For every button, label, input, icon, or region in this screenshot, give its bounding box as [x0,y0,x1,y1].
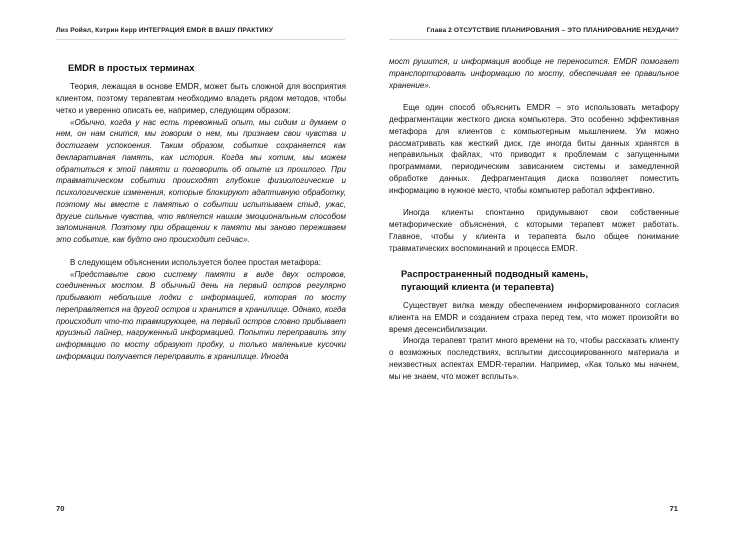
paragraph: Иногда клиенты спонтанно придумывают свои собственные метафорические объяснения, с которыми терапевт может работать. Главное, чтобы у клиента и терапевта было общее понимание травматических воспоминаний и процесса EMDR. [389,208,679,253]
running-head-left: Лиз Ройял, Кэтрин Керр ИНТЕГРАЦИЯ EMDR В ВАШУ ПРАКТИКУ [56,27,274,34]
paragraph: Иногда терапевт тратит много времени на то, чтобы рассказать клиенту о возможных последствиях, всплытии диссоциированного материала и неизвестных аспектах EMDR-терапии. Например, «Как только мы начнем, мы не знаем, что может всплыть». [389,336,679,381]
paragraph: Еще один способ объяснить EMDR – это использовать метафору дефрагментации жесткого диска компьютера. Это особенно эффективная метафора для клиентов с компьютерным мышлением. Ум можно рассматривать как жесткий диск, где иногда биты данных хранятся в неправильных файлах, что приводит к проблемам с запущенными программами, периодическим зависанием системы и замедленной обработке данных. Дефрагментация диска позволяет поместить информацию в нужное место, чтобы компьютер работал эффективно. [389,103,679,195]
running-head-right: Глава 2 ОТСУТСТВИЕ ПЛАНИРОВАНИЯ – ЭТО ПЛАНИРОВАНИЕ НЕУДАЧИ? [426,27,679,34]
paragraph-quote-continued: мост рушится, и информация вообще не переносится. EMDR помогает транспортировать информацию по мосту, обеспечивая ее правильное хранение». [389,57,679,90]
right-section-heading [401,268,679,293]
left-page-column [56,56,346,486]
page-number-left: 70 [56,504,65,513]
right-page-column [389,56,679,486]
paragraph: В следующем объяснении используется более простая метафора: [70,257,322,267]
page-number-right: 71 [669,504,678,513]
header-rule-right [389,39,679,40]
right-section-heading-line1: Распространенный подводный камень, [401,268,589,280]
paragraph-quote: «Представьте свою систему памяти в виде двух островов, соединенных мостом. В обычный день на первый остров регулярно прибывают небольшие лодки с информацией, которая по мосту переправляется на другой остров и хранится в хранилище. Однако, когда происходит что-то травмирующее, на первый остров словно прибывает круизный лайнер, нагруженный информацией. Попытки переправить эту информацию по мосту образуют пробку, и только маленькие кусочки информации получается переправить в хранилище. Иногда [56,269,346,361]
right-section-heading-line2: пугающий клиента (и терапевта) [401,280,555,292]
left-section-heading: EMDR в простых терминах [68,62,195,73]
paragraph: Существует вилка между обеспечением информированного согласия клиента на EMDR и созданием страха перед тем, что может произойти во время десенсибилизации. [389,301,679,334]
paragraph-quote: «Обычно, когда у нас есть тревожный опыт, мы сидим и думаем о нем, он нам снится, мы говорим о нем, мы признаем свои чувства и достигаем успокоения. Таким образом, событие сохраняется как декларативная память, как история. Когда мы хотим, мы можем обратиться к этой памяти и поговорить об опыте из прошлого. При травматическом событии происходят глубокие физиологические и психологические изменения, которые блокируют адаптивную обработку, поэтому мы вместе с памятью о событии испытываем стыд, ужас, другие сильные чувства, что является нашим эмоциональным способом запоминания. Поэтому при обращении к памяти мы заново переживаем это событие, как будто оно происходит сейчас». [56,117,346,245]
header-rule-left [56,39,345,40]
paragraph: Теория, лежащая в основе EMDR, может быть сложной для восприятия клиентом, поэтому терапевтам необходимо владеть рядом методов, чтобы четко и уверенно описать ее, например, следующим образом: [56,82,346,115]
